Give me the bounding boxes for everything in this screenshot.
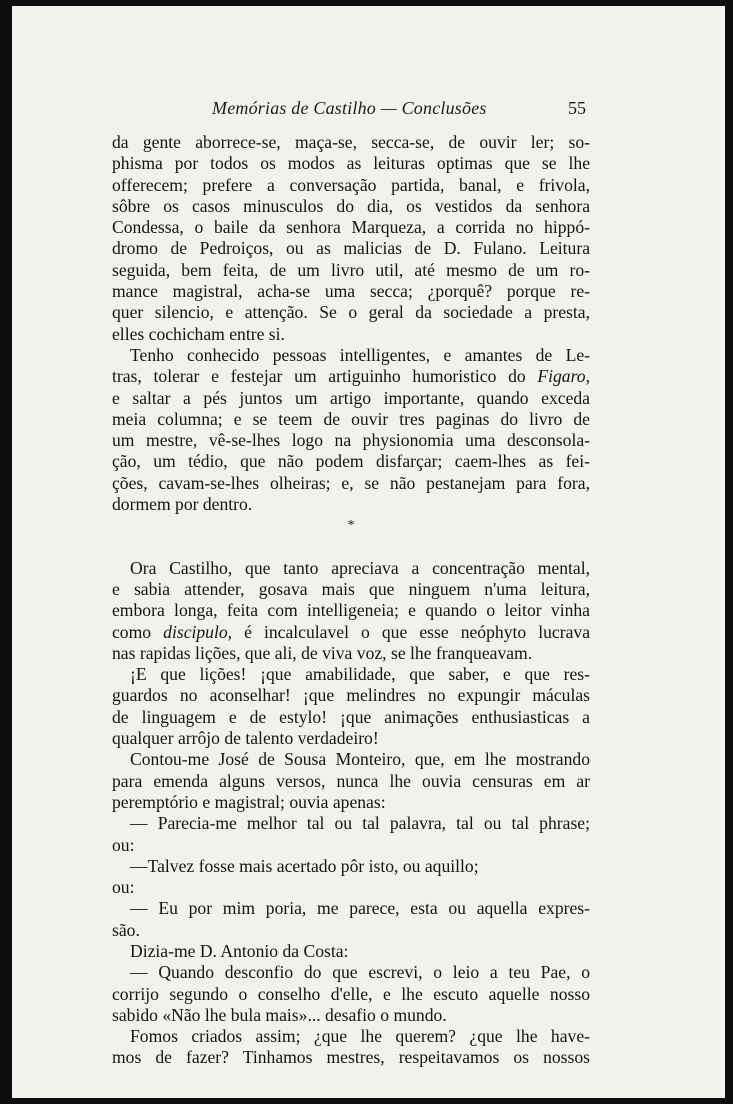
text-line: ou: (112, 834, 135, 855)
text-line: qualquer arrôjo de talento verdadeiro! (112, 728, 379, 749)
text-line: Dizia-me D. Antonio da Costa: (130, 940, 349, 961)
text-line: embora longa, feita com intelligeneia; e quando o leitor vinha (112, 600, 590, 621)
text-line: elles cochicham entre si. (112, 323, 285, 344)
text-line: Tenho conhecido pessoas intelligentes, e amantes de Le- (130, 344, 590, 365)
text-line: dromo de Pedroiços, ou as malicias de D. Fulano. Leitura (112, 238, 590, 259)
italic-word: discipulo, (163, 621, 233, 642)
text-line: mos de fazer? Tinhamos mestres, respeitavamos os nossos (112, 1047, 590, 1068)
text-line: para emenda alguns versos, nunca lhe ouvia censuras em ar (112, 770, 590, 791)
text-line: sabido «Não lhe bula mais»... desafio o mundo. (112, 1004, 447, 1025)
quote-line: — Quando desconfio do que escrevi, o leio a teu Pae, o (130, 962, 590, 983)
text-line: e sabia attender, gosava mais que ninguem n'uma leitura, (112, 578, 590, 599)
quote-line: —Talvez fosse mais acertado pôr isto, ou aquillo; (130, 855, 479, 876)
paragraph (112, 345, 590, 515)
text-line: dormem por dentro. (112, 494, 253, 515)
text-line: Fomos criados assim; ¿que lhe querem? ¿que lhe have- (130, 1026, 590, 1047)
text-line: de linguagem e de estylo! ¡que animações enthusiasticas a (112, 706, 590, 727)
text-line: Ora Castilho, que tanto apreciava a concentração mental, (130, 557, 590, 578)
text-run: como (112, 621, 164, 642)
paragraph (112, 749, 590, 813)
body-text (112, 132, 590, 1069)
quote-line: — Parecia-me melhor tal ou tal palavra, tal ou tal phrase; (130, 813, 590, 834)
text-run: é incalculavel o que esse neóphyto lucrava (232, 621, 590, 642)
text-line: ou: (112, 877, 135, 898)
paragraph (112, 132, 590, 345)
text-line (112, 366, 590, 387)
italic-title: Figaro, (537, 366, 590, 387)
text-line: seguida, bem feita, de um livro util, até mesmo de um ro- (112, 259, 590, 280)
text-line: e saltar a pés juntos um artigo importante, quando exceda (112, 387, 590, 408)
text-line: Condessa, o baile da senhora Marqueza, a corrida no hippó- (112, 217, 590, 238)
text-line: ção, um tédio, que não podem disfarçar; caem-lhes as fei- (112, 451, 590, 472)
text-line: peremptório e magistral; ouvia apenas: (112, 791, 386, 812)
text-line: sôbre os casos minusculos do dia, os vestidos da senhora (112, 195, 590, 216)
text-line: meia columna; e se teem de ouvir tres paginas do livro de (112, 408, 590, 429)
page-number: 55 (568, 98, 586, 118)
book-page (12, 6, 725, 1098)
text-line: corrijo segundo o conselho d'elle, e lhe escuto aquelle nosso (112, 983, 590, 1004)
spacer (112, 537, 590, 558)
text-run: tras, tolerar e festejar um artiguinho humoristico do (112, 366, 538, 387)
text-line: guardos no aconselhar! ¡que melindres no expungir máculas (112, 685, 590, 706)
paragraph (112, 558, 590, 664)
text-line: Contou-me José de Sousa Monteiro, que, em lhe mostrando (130, 749, 590, 770)
quote-line: — Eu por mim poria, me parece, esta ou aquella expres- (130, 898, 590, 919)
text-line: nas rapidas lições, que ali, de viva voz, se lhe franqueavam. (112, 642, 533, 663)
text-line: offerecem; prefere a conversação partida, banal, e frivola, (112, 174, 590, 195)
running-title: Memórias de Castilho — Conclusões (212, 98, 487, 118)
page-header (12, 98, 725, 124)
text-line: mance magistral, acha-se uma secca; ¿porquê? porque re- (112, 281, 590, 302)
paragraph (112, 1026, 590, 1069)
text-line (112, 622, 590, 643)
paragraph (112, 664, 590, 749)
section-separator: * (347, 518, 355, 534)
text-line: da gente aborrece-se, maça-se, secca-se, de ouvir ler; so- (112, 132, 590, 152)
text-line: um mestre, vê-se-lhes logo na physionomia uma desconsola- (112, 430, 590, 451)
text-line: são. (112, 919, 140, 940)
text-line: ções, cavam-se-lhes olheiras; e, se não pestanejam para fora, (112, 472, 590, 493)
text-line: quer silencio, e attenção. Se o geral da sociedade a presta, (112, 302, 590, 323)
quote-paragraph (112, 962, 590, 1026)
text-line: phisma por todos os modos as leituras optimas que se lhe (112, 153, 590, 174)
text-line: ¡E que lições! ¡que amabilidade, que saber, e que res- (130, 664, 590, 685)
